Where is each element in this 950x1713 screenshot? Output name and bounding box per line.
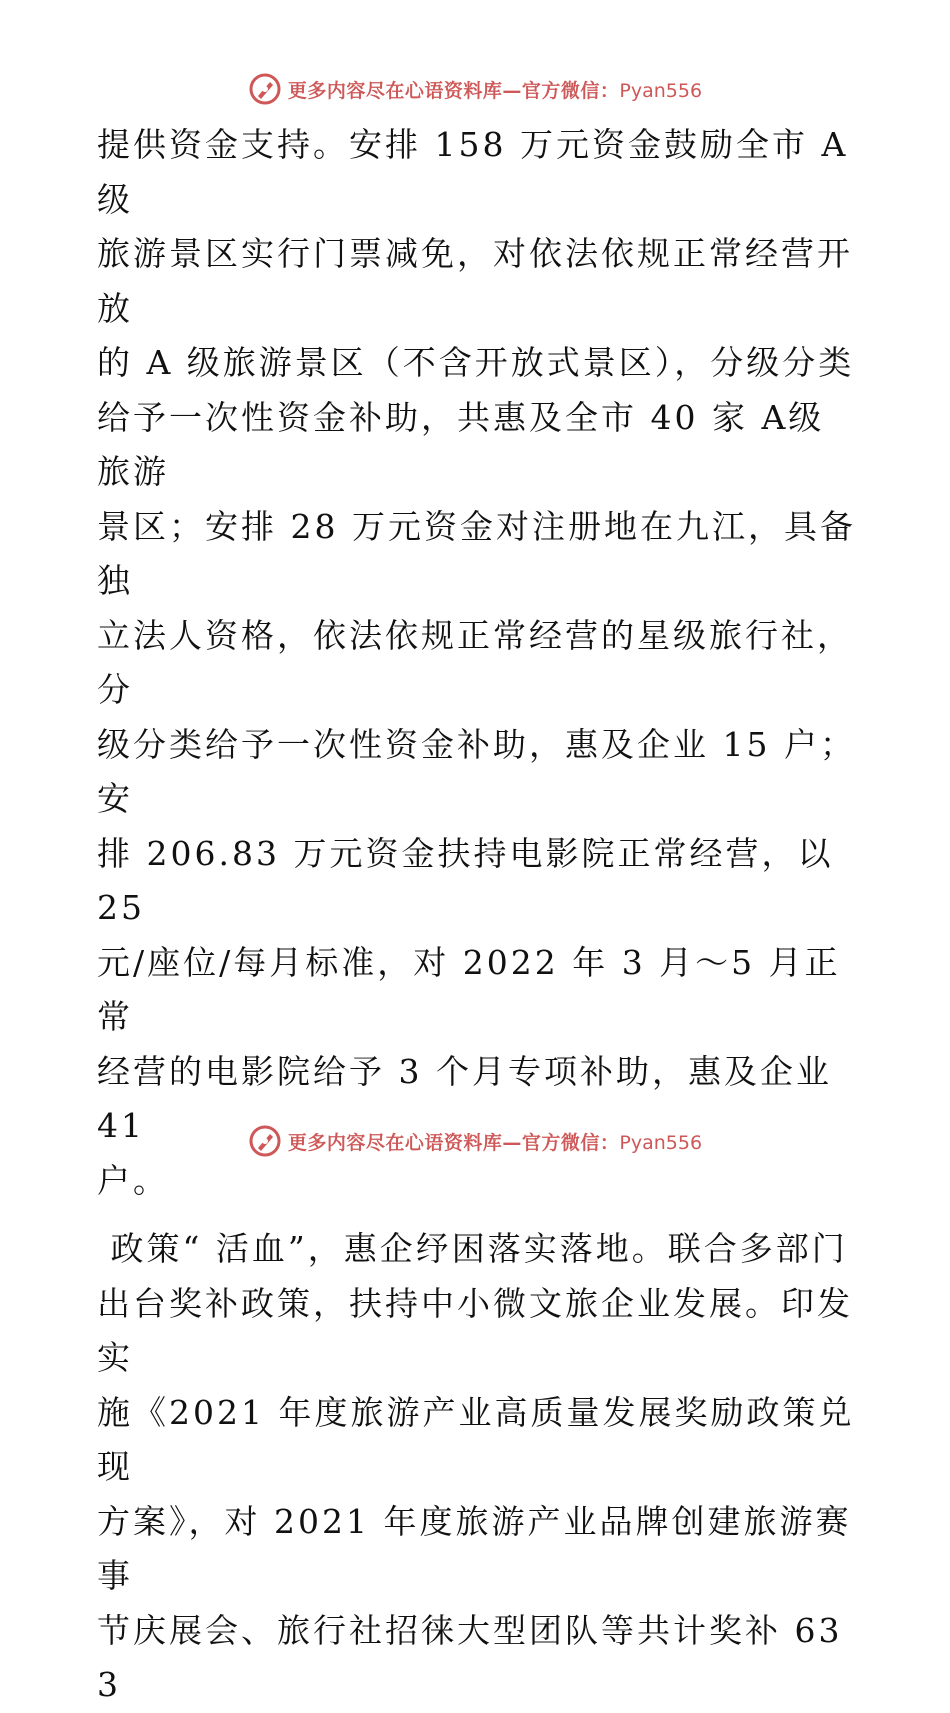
text-line: 元/座位/每月标准，对 2022 年 3 月～5 月正常 bbox=[97, 942, 841, 1036]
text-line: 排 206.83 万元资金扶持电影院正常经营，以 25 bbox=[97, 833, 834, 927]
text-line: 户。 bbox=[97, 1160, 169, 1200]
text-line: 节庆展会、旅行社招徕大型团队等共计奖补 633 bbox=[97, 1610, 843, 1704]
text-line: 方案》，对 2021 年度旅游产业品牌创建旅游赛事 bbox=[97, 1501, 852, 1595]
text-line: 景区；安排 28 万元资金对注册地在九江，具备独 bbox=[97, 506, 856, 600]
text-line: 立法人资格，依法依规正常经营的星级旅行社，分 bbox=[97, 615, 853, 709]
document-body bbox=[97, 118, 857, 1713]
text-line: 提供资金支持。安排 158 万元资金鼓励全市 A 级 bbox=[97, 125, 849, 219]
watermark-label: 更多内容尽在心语资料库—官方微信： bbox=[287, 1131, 620, 1154]
pen-circle-icon bbox=[248, 72, 282, 106]
header-watermark bbox=[0, 72, 950, 106]
text-line: 政策“ 活血”，惠企纾困落实落地。联合多部门 bbox=[97, 1229, 848, 1268]
watermark-label: 更多内容尽在心语资料库—官方微信： bbox=[287, 79, 620, 102]
footer-watermark bbox=[0, 1124, 950, 1158]
text-line: 经营的电影院给予 3 个月专项补助，惠及企业 41 bbox=[97, 1051, 832, 1145]
pen-circle-icon bbox=[248, 1124, 282, 1158]
text-line: 级分类给予一次性资金补助，惠及企业 15 户；安 bbox=[97, 724, 856, 818]
watermark-id: Pyan556 bbox=[619, 1131, 703, 1154]
text-line: 的 A 级旅游景区（不含开放式景区），分级分类 bbox=[97, 343, 855, 382]
text-line: 旅游景区实行门票减免，对依法依规正常经营开放 bbox=[97, 234, 853, 328]
text-line: 施《2021 年度旅游产业高质量发展奖励政策兑现 bbox=[97, 1392, 855, 1486]
paragraph-1 bbox=[97, 118, 857, 1208]
watermark-text bbox=[288, 1128, 702, 1155]
paragraph-2 bbox=[97, 1222, 857, 1713]
text-line: 给予一次性资金补助，共惠及全市 40 家 A级旅游 bbox=[97, 397, 825, 491]
watermark-text bbox=[288, 76, 702, 103]
text-line: 出台奖补政策，扶持中小微文旅企业发展。印发实 bbox=[97, 1283, 853, 1377]
watermark-id: Pyan556 bbox=[619, 79, 703, 102]
